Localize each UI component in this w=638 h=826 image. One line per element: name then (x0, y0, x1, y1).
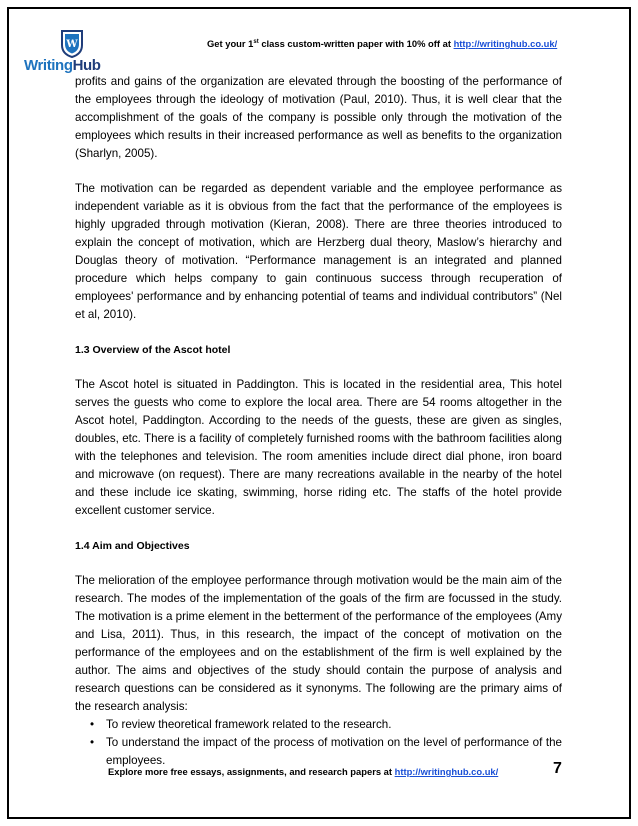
footer-text: Explore more free essays, assignments, and research papers at (108, 766, 395, 777)
header-link[interactable]: http://writinghub.co.uk/ (453, 38, 558, 49)
aims-bullet-list (90, 716, 562, 770)
shield-icon (60, 28, 84, 58)
header-superscript: st (253, 39, 259, 45)
header-text-before: Get your 1 (207, 38, 254, 49)
paragraph-motivation-benefits: profits and gains of the organization are elevated through the boosting of the performance of the employees through the ideology of motivation (Paul, 2010). Thus, it is well clear that the accomplishment of the goals of the company is possible only through the motivation of the employees which results in their increased performance as well as benefits to the organization (Sharlyn, 2005). (75, 75, 562, 160)
writinghub-logo[interactable] (24, 28, 112, 74)
bullet-icon: • (90, 718, 95, 731)
header-text-after: class custom-written paper with 10% off at (258, 38, 454, 49)
logo-word-writing: Writing (24, 57, 73, 74)
svg-text:W: W (66, 39, 78, 50)
document-body (75, 73, 562, 770)
logo-word-hub: Hub (72, 57, 101, 74)
paragraph-ascot-hotel: The Ascot hotel is situated in Paddington. This is located in the residential area, This hotel serves the guests who come to explore the local area. There are 54 rooms altogether in the Ascot hotel, Paddington. According to the needs of the guests, these are given as singles, doubles, etc. There is a facility of completely furnished rooms with the bathroom facilities along with the telephones and television. The room amenities include direct dial phone, iron board and microwave (on request). There are many recreations available in the nearby of the hotel and these include ice skating, swimming, horse riding etc. The staffs of the hotel provide excellent customer service. (75, 378, 562, 517)
bullet-text: To review theoretical framework related to the research. (106, 718, 392, 731)
header-promo (207, 38, 617, 49)
logo-wordmark (24, 57, 120, 74)
section-heading-aims: 1.4 Aim and Objectives (75, 540, 190, 552)
paragraph-motivation-variable: The motivation can be regarded as dependent variable and the employee performance as independent variable as it is obvious from the fact that the performance of the employees is highly upgraded through motivation (Kieran, 2008). There are three theories introduced to explain the concept of motivation, which are Herzberg dual theory, Maslow’s hierarchy and Douglas theory of motivation. “Performance management is an integrated and planned procedure which helps company to gain continuous success through recuperation of employees' performance and by enhancing potential of teams and individual contributors” (Nel et al, 2010). (75, 182, 562, 321)
paragraph-aims: The melioration of the employee performance through motivation would be the main aim of the research. The modes of the implementation of the goals of the firm are focussed in the study. The motivation is a prime element in the betterment of the performance of the employees (Amy and Lisa, 2011). Thus, in this research, the impact of the concept of motivation on the performance of the employees and on the establishment of the firm is well explained by the author. The aims and objectives of the study should contain the purpose of analysis and research questions can be considered as it synonyms. The following are the primary aims of the research analysis: (75, 574, 562, 713)
section-heading-ascot-overview: 1.3 Overview of the Ascot hotel (75, 344, 231, 356)
footer-promo (108, 766, 548, 777)
bullet-text: To understand the impact of the process of motivation on the level of performance of the employees. (106, 736, 562, 767)
page-number: 7 (553, 760, 562, 777)
list-item (90, 734, 562, 770)
list-item (90, 716, 562, 734)
footer-link[interactable]: http://writinghub.co.uk/ (394, 766, 499, 777)
bullet-icon: • (90, 736, 95, 749)
